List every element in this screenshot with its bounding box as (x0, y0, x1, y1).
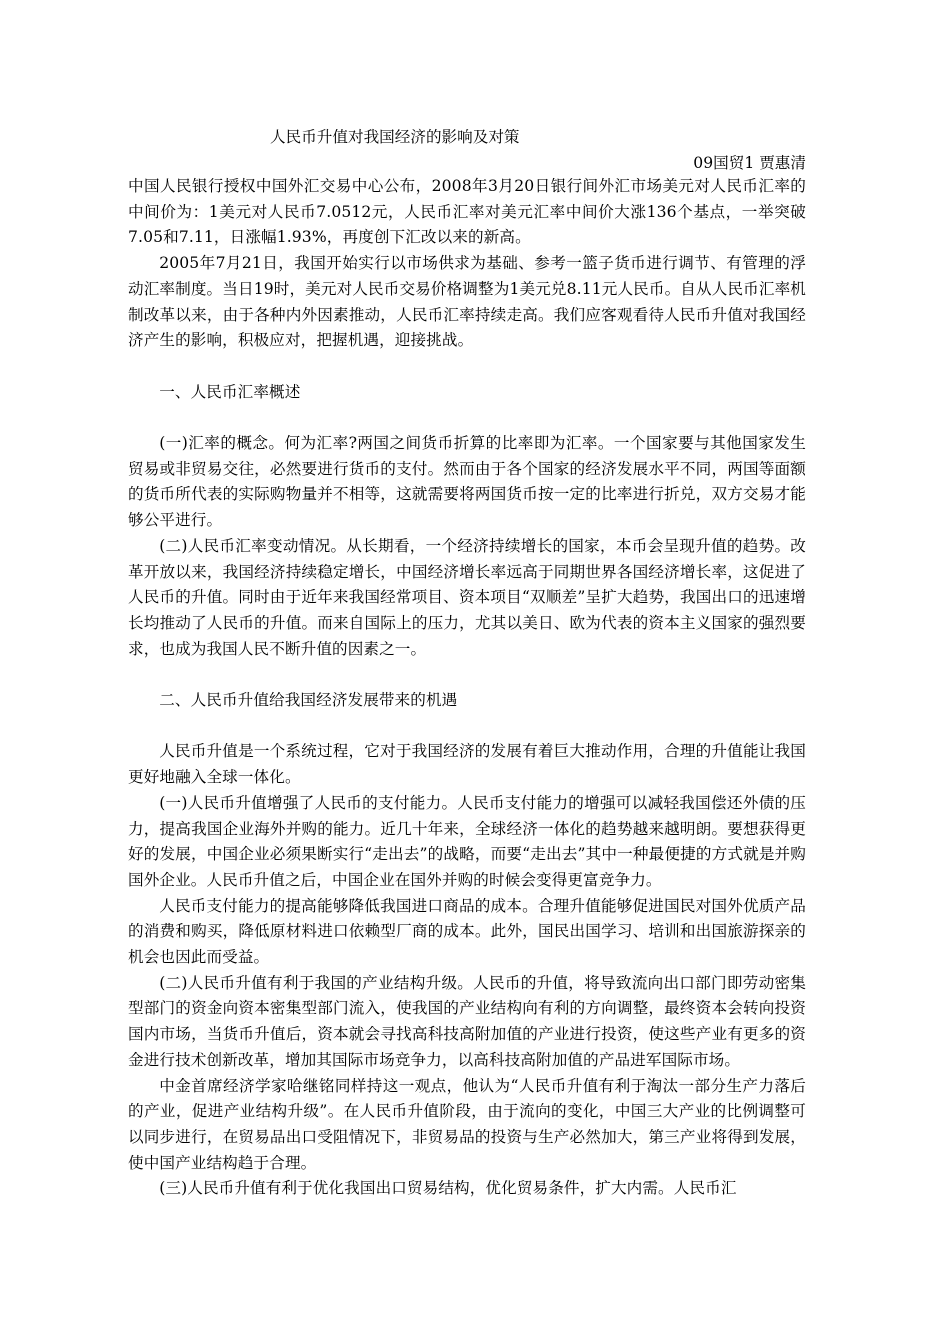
paragraph: (一)人民币升值增强了人民币的支付能力。人民币支付能力的增强可以减轻我国偿还外债的压力，提高我国企业海外并购的能力。近几十年来，全球经济一体化的趋势越来越明朗。要想获得更好的发展，中国企业必须果断实行“走出去”的战略，而要“走出去”其中一种最便捷的方式就是并购国外企业。人民币升值之后，中国企业在国外并购的时候会变得更富竞争力。 (128, 793, 806, 889)
paragraph: (一)汇率的概念。何为汇率?两国之间货币折算的比率即为汇率。一个国家要与其他国家发生贸易或非贸易交往，必然要进行货币的支付。然而由于各个国家的经济发展水平不同，两国等面额的货币所代表的实际购物量并不相等，这就需要将两国货币按一定的比率进行折兑，双方交易才能够公平进行。 (128, 434, 806, 530)
paragraph: 中国人民银行授权中国外汇交易中心公布，2008年3月20日银行间外汇市场美元对人民币汇率的中间价为：1美元对人民币7.0512元，人民币汇率对美元汇率中间价大涨136个基点，一举突破7.05和7.11，日涨幅1.93%，再度创下汇改以来的新高。 (128, 177, 806, 247)
paragraph: 2005年7月21日，我国开始实行以市场供求为基础、参考一篮子货币进行调节、有管理的浮动汇率制度。当日19时，美元对人民币交易价格调整为1美元兑8.11元人民币。自从人民币汇率机制改革以来，由于各种内外因素推动，人民币汇率持续走高。我们应客观看待人民币升值对我国经济产生的影响，积极应对，把握机遇，迎接挑战。 (128, 254, 806, 350)
paragraph: (二)人民币升值有利于我国的产业结构升级。人民币的升值，将导致流向出口部门即劳动密集型部门的资金向资本密集型部门流入，使我国的产业结构向有利的方向调整，最终资本会转向投资国内市场，当货币升值后，资本就会寻找高科技高附加值的产业进行投资，使这些产业有更多的资金进行技术创新改革，增加其国际市场竞争力，以高科技高附加值的产品进军国际市场。 (128, 973, 806, 1069)
document-title: 人民币升值对我国经济的影响及对策 (270, 128, 520, 146)
paragraph: (二)人民币汇率变动情况。从长期看，一个经济持续增长的国家，本币会呈现升值的趋势。改革开放以来，我国经济持续稳定增长，中国经济增长率远高于同期世界各国经济增长率，这促进了人民币的升值。同时由于近年来我国经常项目、资本项目“双顺差”呈扩大趋势，我国出口的迅速增长均推动了人民币的升值。而来自国际上的压力，尤其以美日、欧为代表的资本主义国家的强烈要求，也成为我国人民不断升值的因素之一。 (128, 536, 806, 658)
section-heading: 二、人民币升值给我国经济发展带来的机遇 (159, 691, 458, 710)
document-body (128, 174, 806, 1202)
paragraph: 中金首席经济学家哈继铭同样持这一观点，他认为“人民币升值有利于淘汰一部分生产力落后的产业，促进产业结构升级”。在人民币升值阶段，由于流向的变化，中国三大产业的比例调整可以同步进行，在贸易品出口受阻情况下，非贸易品的投资与生产必然加大，第三产业将得到发展，使中国产业结构趋于合理。 (128, 1076, 806, 1172)
section-heading: 一、人民币汇率概述 (159, 382, 301, 401)
paragraph: 人民币升值是一个系统过程，它对于我国经济的发展有着巨大推动作用，合理的升值能让我国更好地融入全球一体化。 (128, 742, 806, 787)
paragraph: 人民币支付能力的提高能够降低我国进口商品的成本。合理升值能够促进国民对国外优质产品的消费和购买，降低原材料进口依赖型厂商的成本。此外，国民出国学习、培训和出国旅游探亲的机会也因此而受益。 (128, 896, 806, 967)
paragraph: (三)人民币升值有利于优化我国出口贸易结构，优化贸易条件，扩大内需。人民币汇 (159, 1179, 737, 1198)
document-author: 09国贸1 贾惠清 (693, 154, 806, 172)
